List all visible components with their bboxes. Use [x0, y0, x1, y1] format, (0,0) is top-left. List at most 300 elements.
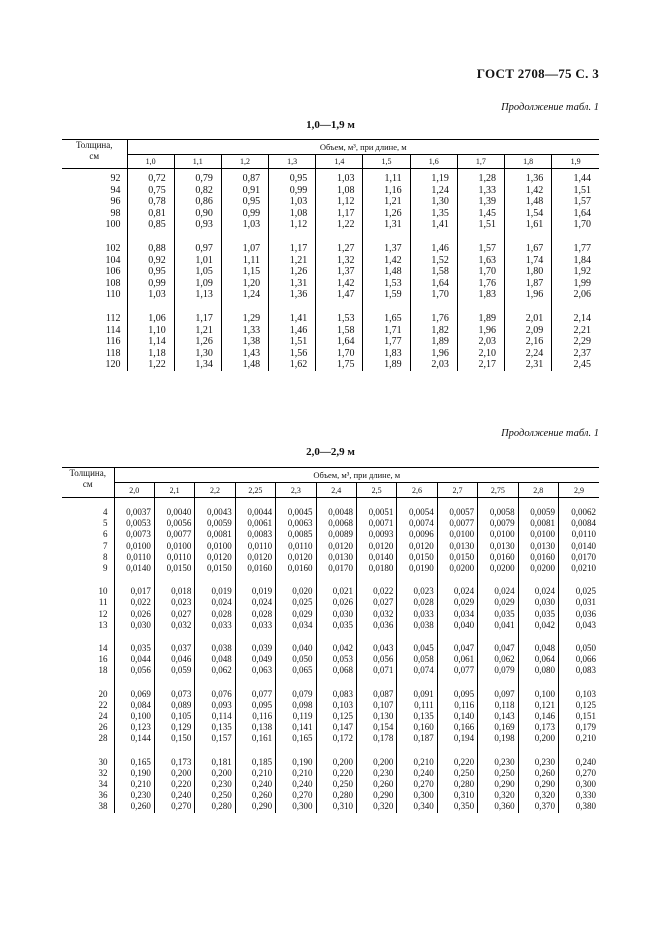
volume-cell: 0,0170 [316, 563, 356, 574]
volume-cell: 0,290 [478, 779, 518, 790]
volume-cell: 1,64 [410, 278, 457, 290]
table-row [62, 185, 599, 197]
thickness-cell: 26 [62, 722, 114, 733]
table-row [62, 643, 599, 654]
volume-cell: 0,300 [276, 801, 316, 812]
volume-cell: 0,0081 [518, 518, 558, 529]
volume-cell: 0,0150 [154, 563, 194, 574]
volume-cell: 1,36 [505, 173, 552, 185]
volume-cell: 1,20 [221, 278, 268, 290]
volume-cell: 0,280 [437, 779, 477, 790]
volume-cell: 0,107 [356, 700, 396, 711]
volume-cell: 0,042 [518, 620, 558, 631]
table-row [62, 711, 599, 722]
table1-title: 1,0—1,9 м [306, 119, 355, 131]
volume-cell: 0,250 [437, 768, 477, 779]
volume-cell: 0,0110 [126, 551, 151, 562]
length-header: 1,0 [127, 155, 174, 169]
volume-cell: 0,260 [235, 790, 275, 801]
volume-cell: 0,260 [130, 801, 151, 812]
volume-cell: 0,039 [235, 643, 275, 654]
volume-cell: 1,30 [410, 196, 457, 208]
volume-cell: 2,03 [457, 336, 504, 348]
length-header: 1,7 [457, 155, 504, 169]
volume-cell: 1,37 [363, 243, 410, 255]
volume-cell: 1,26 [174, 336, 221, 348]
volume-cell: 0,0089 [316, 529, 356, 540]
volume-cell: 1,21 [269, 255, 316, 267]
volume-cell: 1,14 [148, 336, 166, 348]
volume-cell: 2,24 [505, 348, 552, 360]
volume-cell: 0,310 [316, 801, 356, 812]
volume-cell: 0,035 [130, 643, 151, 654]
volume-cell: 0,048 [195, 654, 235, 665]
volume-cell: 0,310 [437, 790, 477, 801]
volume-cell: 0,320 [518, 790, 558, 801]
thickness-header: Толщина, см [62, 468, 114, 498]
volume-cell: 1,48 [363, 266, 410, 278]
table1-continuation-note: Продолжение табл. 1 [501, 102, 599, 113]
volume-cell: 0,0085 [276, 529, 316, 540]
volume-cell: 0,0045 [276, 507, 316, 518]
volume-cell: 1,22 [148, 359, 166, 371]
volume-cell: 1,08 [269, 208, 316, 220]
volume-cell: 1,46 [410, 243, 457, 255]
volume-cell: 0,220 [437, 757, 477, 768]
volume-cell: 0,0051 [356, 507, 396, 518]
volume-cell: 0,82 [174, 185, 221, 197]
volume-cell: 1,57 [552, 196, 599, 208]
volume-cell: 0,125 [558, 700, 599, 711]
volume-cell: 1,47 [316, 289, 363, 301]
volume-cell: 1,26 [269, 266, 316, 278]
volume-cell: 0,032 [154, 620, 194, 631]
volume-cell: 0,036 [558, 609, 599, 620]
volume-cell: 0,250 [478, 768, 518, 779]
volume-cell: 0,0059 [518, 507, 558, 518]
volume-cell: 1,77 [363, 336, 410, 348]
volume-table-1 [62, 139, 599, 371]
table-row [62, 313, 599, 325]
volume-cell: 0,028 [195, 609, 235, 620]
volume-cell: 1,35 [410, 208, 457, 220]
volume-cell: 0,074 [397, 665, 437, 676]
volume-cell: 0,0068 [316, 518, 356, 529]
volume-cell: 0,050 [276, 654, 316, 665]
volume-cell: 0,138 [235, 722, 275, 733]
volume-cell: 0,0160 [518, 552, 558, 563]
volume-cell: 1,65 [363, 313, 410, 325]
volume-cell: 1,75 [316, 359, 363, 371]
volume-cell: 0,0120 [235, 552, 275, 563]
volume-cell: 0,320 [478, 790, 518, 801]
volume-cell: 0,050 [558, 643, 599, 654]
volume-cell: 0,165 [130, 756, 151, 767]
volume-cell: 0,250 [316, 779, 356, 790]
volume-cell: 0,018 [154, 586, 194, 597]
volume-cell: 1,34 [174, 359, 221, 371]
volume-cell: 0,220 [154, 779, 194, 790]
thickness-cell: 110 [62, 289, 127, 301]
volume-cell: 1,22 [316, 219, 363, 231]
volume-cell: 0,0140 [356, 552, 396, 563]
length-header: 2,9 [558, 483, 599, 498]
volume-cell: 1,31 [363, 219, 410, 231]
volume-cell: 1,46 [269, 325, 316, 337]
volume-cell: 0,194 [437, 733, 477, 744]
volume-cell: 1,36 [269, 289, 316, 301]
table-row [62, 173, 599, 185]
thickness-cell: 112 [62, 313, 127, 325]
volume-cell: 0,135 [397, 711, 437, 722]
volume-cell: 0,0061 [235, 518, 275, 529]
volume-cell: 1,96 [410, 348, 457, 360]
volume-cell: 1,83 [457, 289, 504, 301]
volume-cell: 0,035 [518, 609, 558, 620]
volume-cell: 0,270 [276, 790, 316, 801]
volume-cell: 0,077 [437, 665, 477, 676]
volume-cell: 0,021 [316, 586, 356, 597]
volume-cell: 1,71 [363, 325, 410, 337]
volume-cell: 2,29 [552, 336, 599, 348]
thickness-cell: 7 [62, 541, 114, 552]
volume-cell: 0,0077 [437, 518, 477, 529]
volume-cell: 0,121 [518, 700, 558, 711]
volume-cell: 0,270 [154, 801, 194, 812]
volume-cell: 0,020 [276, 586, 316, 597]
volume-cell: 0,140 [437, 711, 477, 722]
volume-cell: 0,380 [558, 801, 599, 812]
volume-cell: 0,024 [437, 586, 477, 597]
table-row [62, 790, 599, 801]
volume-cell: 0,90 [174, 208, 221, 220]
volume-cell: 0,300 [558, 779, 599, 790]
thickness-cell: 30 [62, 757, 114, 768]
volume-cell: 1,92 [552, 266, 599, 278]
table-row [62, 552, 599, 563]
volume-cell: 0,0130 [478, 541, 518, 552]
volume-cell: 2,09 [505, 325, 552, 337]
length-header: 2,0 [114, 483, 154, 498]
thickness-cell: 12 [62, 609, 114, 620]
volume-cell: 0,91 [221, 185, 268, 197]
thickness-cell: 114 [62, 325, 127, 337]
thickness-cell: 11 [62, 597, 114, 608]
volume-cell: 0,0063 [276, 518, 316, 529]
volume-cell: 0,143 [478, 711, 518, 722]
volume-cell: 0,198 [478, 733, 518, 744]
table-row [62, 359, 599, 371]
volume-cell: 0,025 [276, 597, 316, 608]
table-row [62, 801, 599, 812]
volume-cell: 0,125 [316, 711, 356, 722]
volume-cell: 1,70 [552, 219, 599, 231]
volume-cell: 0,370 [518, 801, 558, 812]
thickness-cell: 8 [62, 552, 114, 563]
volume-cell: 0,290 [235, 801, 275, 812]
volume-cell: 0,240 [397, 768, 437, 779]
thickness-cell: 108 [62, 278, 127, 290]
volume-cell: 0,0180 [356, 563, 396, 574]
volume-cell: 0,041 [478, 620, 518, 631]
volume-cell: 0,79 [174, 173, 221, 185]
volume-cell: 0,181 [195, 757, 235, 768]
volume-cell: 0,097 [478, 689, 518, 700]
volume-cell: 0,78 [148, 196, 166, 208]
volume-cell: 2,17 [457, 359, 504, 371]
table-row [62, 779, 599, 790]
volume-cell: 0,0040 [154, 507, 194, 518]
volume-cell: 0,166 [437, 722, 477, 733]
volume-cell: 1,32 [316, 255, 363, 267]
length-header: 1,1 [174, 155, 221, 169]
volume-cell: 0,147 [316, 722, 356, 733]
volume-cell: 0,0073 [126, 529, 151, 540]
volume-cell: 0,165 [276, 733, 316, 744]
volume-cell: 1,64 [552, 208, 599, 220]
volume-cell: 0,250 [195, 790, 235, 801]
volume-cell: 0,0100 [478, 529, 518, 540]
volume-cell: 0,024 [235, 597, 275, 608]
volume-cell: 1,41 [269, 313, 316, 325]
table-row [62, 722, 599, 733]
volume-cell: 1,80 [505, 266, 552, 278]
thickness-cell: 22 [62, 700, 114, 711]
volume-cell: 1,06 [148, 312, 166, 324]
volume-cell: 1,38 [221, 336, 268, 348]
length-header: 1,2 [221, 155, 268, 169]
volume-cell: 0,95 [221, 196, 268, 208]
volume-cell: 1,48 [221, 359, 268, 371]
volume-cell: 0,0056 [154, 518, 194, 529]
volume-cell: 1,96 [457, 325, 504, 337]
thickness-cell: 24 [62, 711, 114, 722]
volume-cell: 1,37 [316, 266, 363, 278]
volume-cell: 0,061 [437, 654, 477, 665]
volume-cell: 0,083 [558, 665, 599, 676]
volume-cell: 0,111 [397, 700, 437, 711]
thickness-cell: 96 [62, 196, 127, 208]
volume-cell: 0,044 [130, 654, 151, 665]
volume-cell: 1,84 [552, 255, 599, 267]
volume-cell: 0,0059 [195, 518, 235, 529]
volume-cell: 0,0170 [558, 552, 599, 563]
volume-cell: 0,230 [130, 790, 151, 801]
volume-header: Объем, м³, при длине, м [114, 468, 599, 483]
table-row [62, 700, 599, 711]
volume-cell: 0,083 [316, 689, 356, 700]
volume-cell: 0,172 [316, 733, 356, 744]
volume-cell: 2,45 [552, 359, 599, 371]
volume-cell: 0,093 [195, 700, 235, 711]
volume-cell: 0,0071 [356, 518, 396, 529]
volume-cell: 0,068 [316, 665, 356, 676]
volume-cell: 0,026 [130, 608, 151, 619]
length-header: 2,1 [154, 483, 194, 498]
volume-cell: 0,93 [174, 219, 221, 231]
volume-cell: 0,320 [356, 801, 396, 812]
volume-cell: 0,75 [148, 184, 166, 196]
volume-cell: 1,21 [174, 325, 221, 337]
thickness-cell: 104 [62, 255, 127, 267]
volume-cell: 0,031 [558, 597, 599, 608]
volume-cell: 0,033 [397, 609, 437, 620]
volume-cell: 0,0110 [154, 552, 194, 563]
length-header: 1,6 [410, 155, 457, 169]
volume-cell: 0,0200 [437, 563, 477, 574]
table-row [62, 336, 599, 348]
volume-cell: 0,030 [518, 597, 558, 608]
volume-cell: 0,027 [154, 609, 194, 620]
volume-cell: 0,0130 [518, 541, 558, 552]
volume-cell: 0,146 [518, 711, 558, 722]
volume-cell: 1,24 [410, 185, 457, 197]
thickness-cell: 28 [62, 733, 114, 744]
length-header: 2,4 [316, 483, 356, 498]
volume-cell: 2,21 [552, 325, 599, 337]
volume-cell: 1,58 [410, 266, 457, 278]
volume-cell: 0,157 [195, 733, 235, 744]
page-header: ГОСТ 2708—75 С. 3 [476, 66, 599, 81]
length-header: 2,3 [276, 483, 316, 498]
volume-cell: 0,290 [356, 790, 396, 801]
volume-cell: 1,17 [269, 243, 316, 255]
table-row [62, 518, 599, 529]
volume-cell: 0,210 [397, 757, 437, 768]
volume-cell: 0,098 [276, 700, 316, 711]
volume-cell: 0,084 [130, 699, 151, 710]
volume-cell: 0,089 [154, 700, 194, 711]
volume-cell: 1,41 [410, 219, 457, 231]
volume-cell: 0,103 [316, 700, 356, 711]
volume-cell: 0,040 [437, 620, 477, 631]
volume-cell: 0,99 [148, 277, 166, 289]
volume-cell: 0,0100 [518, 529, 558, 540]
volume-cell: 0,058 [397, 654, 437, 665]
volume-cell: 0,0077 [154, 529, 194, 540]
volume-cell: 0,0120 [356, 541, 396, 552]
volume-cell: 0,0150 [437, 552, 477, 563]
volume-cell: 1,51 [457, 219, 504, 231]
volume-cell: 1,74 [505, 255, 552, 267]
volume-cell: 0,0110 [558, 529, 599, 540]
volume-cell: 0,053 [316, 654, 356, 665]
table2-continuation-note: Продолжение табл. 1 [501, 428, 599, 439]
volume-cell: 0,114 [195, 711, 235, 722]
table-row [62, 196, 599, 208]
volume-cell: 0,72 [148, 173, 166, 184]
volume-cell: 0,056 [130, 665, 151, 676]
volume-cell: 1,62 [269, 359, 316, 371]
volume-cell: 1,17 [174, 313, 221, 325]
table-row [62, 563, 599, 574]
volume-cell: 0,0120 [276, 552, 316, 563]
volume-cell: 2,37 [552, 348, 599, 360]
table-row [62, 507, 599, 518]
volume-cell: 1,61 [505, 219, 552, 231]
volume-cell: 0,270 [558, 768, 599, 779]
volume-cell: 0,030 [316, 609, 356, 620]
volume-cell: 0,0110 [276, 541, 316, 552]
volume-cell: 1,43 [221, 348, 268, 360]
volume-cell: 0,200 [195, 768, 235, 779]
volume-cell: 0,119 [276, 711, 316, 722]
volume-cell: 1,53 [316, 313, 363, 325]
volume-cell: 0,037 [154, 643, 194, 654]
volume-cell: 1,29 [221, 313, 268, 325]
volume-cell: 1,42 [316, 278, 363, 290]
volume-cell: 0,022 [356, 586, 396, 597]
table-row [62, 757, 599, 768]
volume-cell: 1,11 [363, 173, 410, 185]
volume-cell: 0,300 [397, 790, 437, 801]
volume-cell: 0,330 [558, 790, 599, 801]
volume-cell: 0,154 [356, 722, 396, 733]
volume-cell: 0,076 [195, 689, 235, 700]
volume-cell: 0,033 [195, 620, 235, 631]
length-header: 2,75 [478, 483, 518, 498]
volume-cell: 0,029 [478, 597, 518, 608]
volume-cell: 0,169 [478, 722, 518, 733]
table-row [62, 768, 599, 779]
volume-cell: 1,51 [552, 185, 599, 197]
thickness-cell: 38 [62, 801, 114, 812]
volume-cell: 1,03 [148, 289, 166, 301]
volume-cell: 0,062 [478, 654, 518, 665]
volume-cell: 0,028 [235, 609, 275, 620]
thickness-cell: 34 [62, 779, 114, 790]
volume-cell: 0,0048 [316, 507, 356, 518]
thickness-cell: 92 [62, 173, 127, 185]
volume-cell: 0,023 [154, 597, 194, 608]
volume-cell: 0,047 [437, 643, 477, 654]
volume-cell: 0,100 [130, 711, 151, 722]
volume-cell: 0,0100 [437, 529, 477, 540]
volume-cell: 0,173 [518, 722, 558, 733]
volume-cell: 1,05 [174, 266, 221, 278]
thickness-cell: 16 [62, 654, 114, 665]
volume-cell: 0,029 [437, 597, 477, 608]
volume-cell: 1,64 [316, 336, 363, 348]
volume-cell: 1,15 [221, 266, 268, 278]
volume-cell: 0,151 [558, 711, 599, 722]
volume-cell: 0,0190 [397, 563, 437, 574]
table-row [62, 266, 599, 278]
volume-cell: 0,118 [478, 700, 518, 711]
volume-cell: 0,0096 [397, 529, 437, 540]
volume-cell: 0,063 [235, 665, 275, 676]
volume-cell: 1,17 [316, 208, 363, 220]
volume-cell: 1,09 [174, 278, 221, 290]
volume-cell: 0,95 [148, 266, 166, 278]
volume-cell: 0,144 [130, 733, 151, 744]
volume-cell: 1,58 [316, 325, 363, 337]
volume-cell: 0,043 [558, 620, 599, 631]
volume-cell: 0,0130 [437, 541, 477, 552]
volume-cell: 0,0150 [397, 552, 437, 563]
volume-cell: 0,200 [356, 757, 396, 768]
volume-cell: 1,21 [363, 196, 410, 208]
volume-cell: 1,53 [363, 278, 410, 290]
volume-cell: 0,290 [518, 779, 558, 790]
table-row [62, 289, 599, 301]
volume-cell: 1,03 [269, 196, 316, 208]
volume-cell: 0,190 [130, 767, 151, 778]
volume-cell: 1,89 [457, 313, 504, 325]
volume-table-2 [62, 467, 599, 813]
volume-cell: 1,07 [221, 243, 268, 255]
volume-cell: 1,31 [269, 278, 316, 290]
